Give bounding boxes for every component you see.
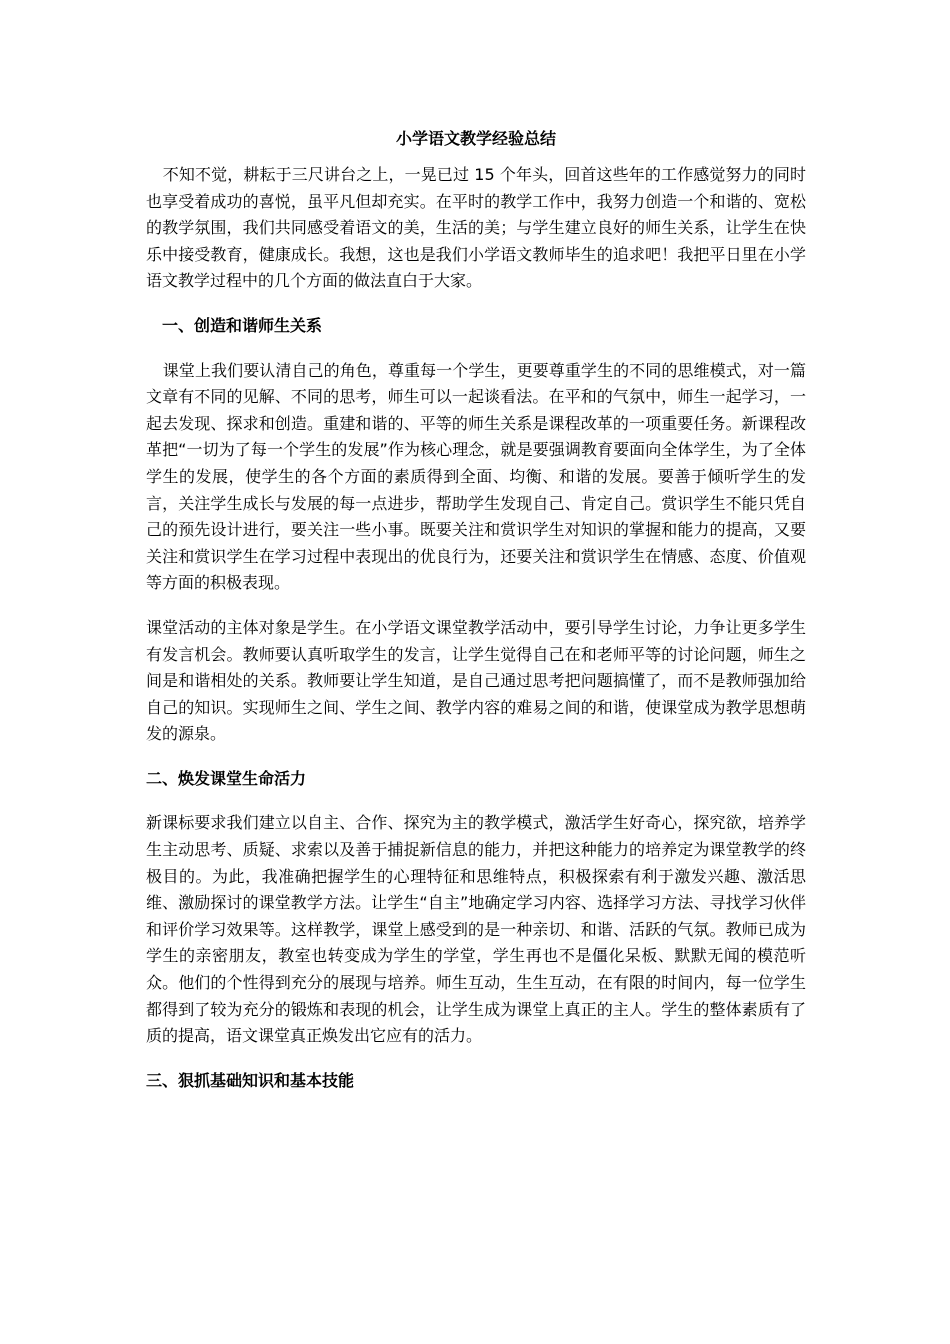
document-page [146, 124, 806, 1112]
section-1-paragraph-1: 课堂上我们要认清自己的角色，尊重每一个学生，更要尊重学生的不同的思维模式，对一篇文章有不同的见解、不同的思考，师生可以一起谈看法。在平和的气氛中，师生一起学习，一起去发现、探求和创造。重建和谐的、平等的师生关系是课程改革的一项重要任务。新课程改革把“一切为了每一个学生的发展”作为核心理念，就是要强调教育要面向全体学生，为了全体学生的发展，使学生的各个方面的素质得到全面、均衡、和谐的发展。要善于倾听学生的发言，关注学生成长与发展的每一点进步，帮助学生发现自己、肯定自己。赏识学生不能只凭自己的预先设计进行，要关注一些小事。既要关注和赏识学生对知识的掌握和能力的提高，又要关注和赏识学生在学习过程中表现出的优良行为，还要关注和赏识学生在情感、态度、价值观等方面的积极表现。 [146, 360, 806, 593]
intro-paragraph: 不知不觉，耕耘于三尺讲台之上，一晃已过 15 个年头，回首这些年的工作感觉努力的同时也享受着成功的喜悦，虽平凡但却充实。在平时的教学工作中，我努力创造一个和谐的、宽松的教学氛围，我们共同感受着语文的美，生活的美；与学生建立良好的师生关系，让学生在快乐中接受教育，健康成长。我想，这也是我们小学语文教师毕生的追求吧！我把平日里在小学语文教学过程中的几个方面的做法直白于大家。 [146, 165, 806, 291]
section-1-paragraph-2: 课堂活动的主体对象是学生。在小学语文课堂教学活动中，要引导学生讨论，力争让更多学生有发言机会。教师要认真听取学生的发言，让学生觉得自己在和老师平等的讨论问题，师生之间是和谐相处的关系。教师要让学生知道，是自己通过思考把问题搞懂了，而不是教师强加给自己的知识。实现师生之间、学生之间、教学内容的难易之间的和谐，使课堂成为教学思想萌发的源泉。 [146, 617, 806, 744]
section-1-heading: 一、创造和谐师生关系 [162, 315, 323, 335]
section-2-heading: 二、焕发课堂生命活力 [146, 768, 307, 788]
document-title: 小学语文教学经验总结 [395, 129, 556, 148]
section-2-paragraph-1: 新课标要求我们建立以自主、合作、探究为主的教学模式，激活学生好奇心，探究欲，培养学生主动思考、质疑、求索以及善于捕捉新信息的能力，并把这种能力的培养定为课堂教学的终极目的。为此，我准确把握学生的心理特征和思维特点，积极探索有利于激发兴趣、激活思维、激励探讨的课堂教学方法。让学生“自主”地确定学习内容、选择学习方法、寻找学习伙伴和评价学习效果等。这样教学，课堂上感受到的是一种亲切、和谐、活跃的气氛。教师已成为学生的亲密朋友，教室也转变成为学生的学堂，学生再也不是僵化呆板、默默无闻的模范听众。他们的个性得到充分的展现与培养。师生互动，生生互动，在有限的时间内，每一位学生都得到了较为充分的锻炼和表现的机会，让学生成为课堂上真正的主人。学生的整体素质有了质的提高，语文课堂真正焕发出它应有的活力。 [146, 813, 806, 1046]
section-3-heading: 三、狠抓基础知识和基本技能 [146, 1070, 355, 1090]
